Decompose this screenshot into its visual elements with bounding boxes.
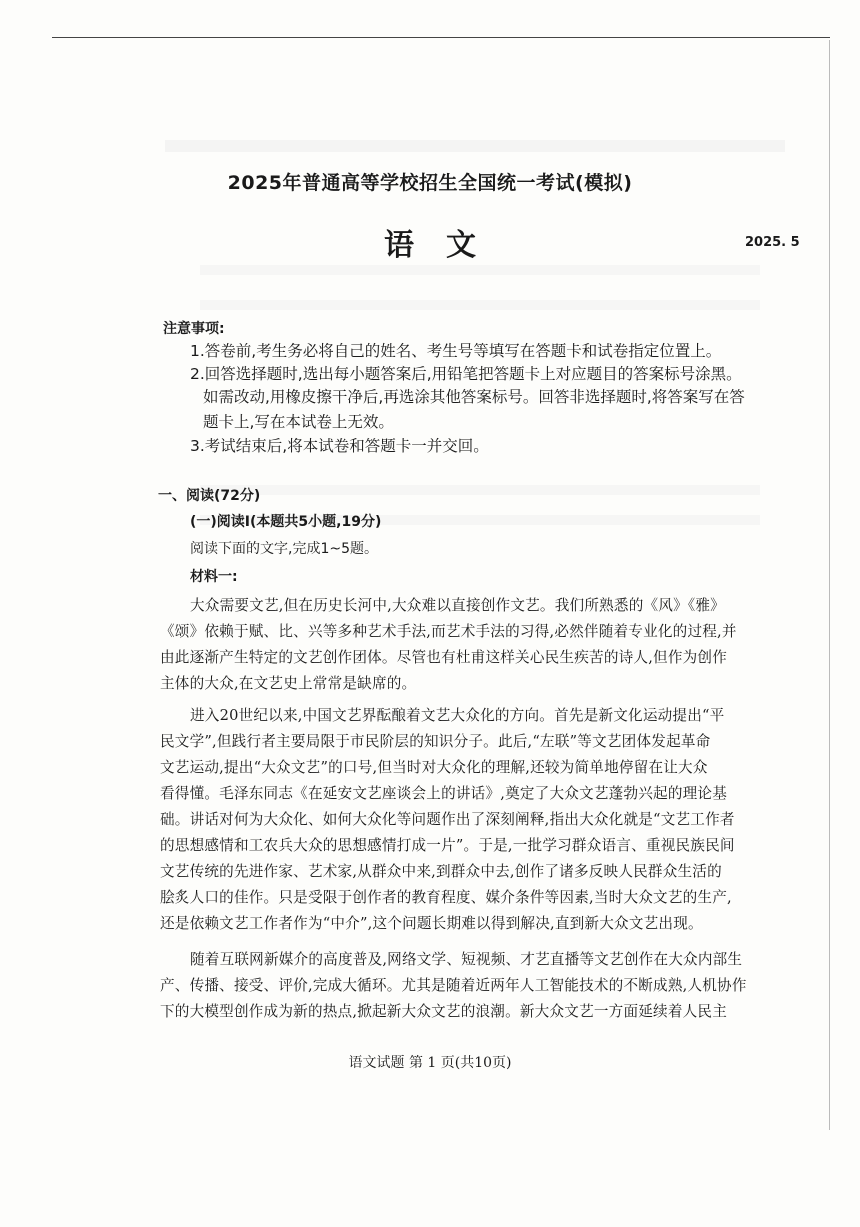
paragraph-line: 主体的大众,在文艺史上常常是缺席的。	[160, 675, 417, 692]
paragraph-line: 的思想感情和工农兵大众的思想感情打成一片”。于是,一批学习群众语言、重视民族民间	[160, 837, 735, 854]
exam-date: 2025. 5	[745, 235, 800, 250]
paragraph-line: 由此逐渐产生特定的文艺创作团体。尽管也有杜甫这样关心民生疾苦的诗人,但作为创作	[160, 649, 728, 666]
paragraph-line: 文艺运动,提出“大众文艺”的口号,但当时对大众化的理解,还较为简单地停留在让大众	[160, 759, 708, 776]
reading-instruction: 阅读下面的文字,完成1~5题。	[190, 541, 378, 557]
show-through-shadow	[165, 140, 785, 152]
show-through-shadow	[200, 300, 760, 310]
paragraph-line: 下的大模型创作成为新的热点,掀起新大众文艺的浪潮。新大众文艺一方面延续着人民主	[160, 1003, 728, 1020]
right-border-line	[829, 40, 830, 1130]
subject-title: 语文	[384, 228, 508, 263]
paragraph-line: 还是依赖文艺工作者作为“中介”,这个问题长期难以得到解决,直到新大众文艺出现。	[160, 915, 703, 932]
paragraph-line: 《颂》依赖于赋、比、兴等多种艺术手法,而艺术手法的习得,必然伴随着专业化的过程,并	[160, 623, 737, 640]
notice-item: 3.考试结束后,将本试卷和答题卡一并交回。	[190, 437, 489, 455]
subsection-title: (一)阅读Ⅰ(本题共5小题,19分)	[190, 514, 382, 530]
show-through-shadow	[200, 265, 760, 275]
paragraph-line: 民文学”,但践行者主要局限于市民阶层的知识分子。此后,“左联”等文艺团体发起革命	[160, 733, 711, 750]
section-title: 一、阅读(72分)	[158, 488, 261, 504]
notice-item: 题卡上,写在本试卷上无效。	[203, 413, 394, 431]
notice-title: 注意事项:	[163, 321, 225, 337]
exam-title: 2025年普通高等学校招生全国统一考试(模拟)	[227, 172, 633, 194]
paragraph-line: 随着互联网新媒介的高度普及,网络文学、短视频、才艺直播等文艺创作在大众内部生	[190, 951, 743, 968]
page-footer: 语文试题 第 1 页(共10页)	[348, 1055, 512, 1071]
paragraph-line: 脍炙人口的佳作。只是受限于创作者的教育程度、媒介条件等因素,当时大众文艺的生产,	[160, 889, 732, 906]
paragraph-line: 大众需要文艺,但在历史长河中,大众难以直接创作文艺。我们所熟悉的《风》《雅》	[190, 597, 725, 614]
paragraph-line: 产、传播、接受、评价,完成大循环。尤其是随着近两年人工智能技术的不断成熟,人机协作	[160, 977, 747, 994]
material-label: 材料一:	[190, 569, 238, 585]
paragraph-line: 看得懂。毛泽东同志《在延安文艺座谈会上的讲话》,奠定了大众文艺蓬勃兴起的理论基	[160, 785, 728, 802]
paragraph-line: 文艺传统的先进作家、艺术家,从群众中来,到群众中去,创作了诸多反映人民群众生活的	[160, 863, 722, 880]
top-border-line	[52, 37, 830, 38]
paragraph-line: 础。讲话对何为大众化、如何大众化等问题作出了深刻阐释,指出大众化就是“文艺工作者	[160, 811, 735, 828]
paragraph-line: 进入20世纪以来,中国文艺界酝酿着文艺大众化的方向。首先是新文化运动提出“平	[190, 707, 725, 724]
notice-item: 如需改动,用橡皮擦干净后,再选涂其他答案标号。回答非选择题时,将答案写在答	[203, 388, 745, 406]
notice-item: 2.回答选择题时,选出每小题答案后,用铅笔把答题卡上对应题目的答案标号涂黑。	[190, 365, 742, 383]
show-through-shadow	[200, 485, 760, 495]
notice-item: 1.答卷前,考生务必将自己的姓名、考生号等填写在答题卡和试卷指定位置上。	[190, 342, 722, 360]
